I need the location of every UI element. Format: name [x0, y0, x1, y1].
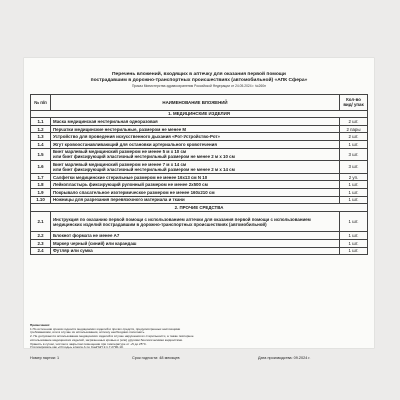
shelf-life: Срок годности: 48 месяцев	[132, 356, 180, 360]
row-num: 1.2	[31, 125, 51, 133]
table-row	[31, 188, 368, 196]
table-row	[31, 239, 368, 247]
production-date: Дата производства: 09.2024 г.	[258, 356, 311, 360]
table-row	[31, 173, 368, 181]
row-name: Лейкопластырь фиксирующий рулонный размером не менее 2х500 см	[51, 181, 340, 189]
row-num: 1.9	[31, 188, 51, 196]
order-reference: Приказ Министерства здравоохранения Российской Федерации от 24.05.2024 г. №260н	[131, 84, 266, 88]
row-name: Устройство для проведения искусственного дыхания «Рот-Устройство-Рот»	[51, 133, 340, 141]
row-name: Инструкция по оказанию первой помощи с использованием аптечки для оказания первой помощи с использованием медицинских изделий пострадавшим в дорожно-транспортных происшествиях (автомобильной)	[51, 211, 340, 232]
row-qty: 2 уп.	[340, 173, 368, 181]
row-num: 1.8	[31, 181, 51, 189]
row-num: 1.7	[31, 173, 51, 181]
row-name: Маска медицинская нестерильная одноразовая	[51, 118, 340, 126]
row-name: Бинт марлевый медицинский размером не менее 7 м х 14 см или бинт фиксирующий эластичный нестерильный размером не менее 2 м х 14 см	[51, 161, 340, 174]
row-name: Блокнот формата не менее А7	[51, 232, 340, 240]
note-line: Утилизировать как «Отходы» класса А по СанПиН 2.1.7.2790-10.	[30, 345, 124, 350]
header-num: № п/п	[31, 95, 51, 111]
section-row	[31, 204, 368, 212]
row-name: Покрывало спасательное изотермическое размером не менее 160х210 см	[51, 188, 340, 196]
note-line: использование медицинских изделий, загрязненных кровью и (или) другими биологическими жидкостями.	[30, 337, 183, 342]
row-qty: 1 шт.	[340, 232, 368, 240]
row-name: Жгут кровоостанавливающий для остановки артериального кровотечения	[51, 140, 340, 148]
row-qty: 1 шт.	[340, 239, 368, 247]
table-row	[31, 161, 368, 174]
table-header-row	[31, 95, 368, 111]
section-row	[31, 110, 368, 118]
row-qty: 3 шт.	[340, 161, 368, 174]
row-num: 2.3	[31, 239, 51, 247]
row-qty: 1 шт.	[340, 196, 368, 204]
row-qty: 1 шт.	[340, 247, 368, 255]
table-row	[31, 118, 368, 126]
row-name: Бинт марлевый медицинский размером не менее 5 м х 10 см или бинт фиксирующий эластичный нестерильный размером не менее 2 м х 10 см	[51, 148, 340, 161]
row-name: Салфетки медицинские стерильные размером не менее 16х13 см N 10	[51, 173, 340, 181]
table-row	[31, 211, 368, 232]
contents-table	[30, 94, 368, 255]
note-line: 2. Не допускается использование медицинских изделий в случае нарушения их стерильности, а также повторное	[30, 334, 194, 339]
row-qty: 1 шт.	[340, 211, 368, 232]
title-line-1: Перечень вложений, входящих в аптечку для оказания первой помощи	[112, 72, 286, 77]
note-line: 1.По истечении сроков годности медицинских изделий и прочих средств, предусмотренных настоящими	[30, 326, 181, 331]
row-num: 2.2	[31, 232, 51, 240]
row-qty: 3 шт.	[340, 148, 368, 161]
batch-number: Номер партии: 1	[30, 356, 60, 360]
header-name: НАИМЕНОВАНИЕ ВЛОЖЕНИЙ	[51, 95, 340, 111]
note-line: требованиями, или в случае их использования, аптечку необходимо пополнить.	[30, 330, 146, 335]
notes-heading: Примечания:	[30, 323, 51, 327]
row-name: Маркер черный (синий) или карандаш	[51, 239, 340, 247]
row-name: Футляр или сумка	[51, 247, 340, 255]
table-row	[31, 232, 368, 240]
row-name: Перчатки медицинские нестерильные, размером не менее М	[51, 125, 340, 133]
table-row	[31, 140, 368, 148]
table-row	[31, 125, 368, 133]
table-row	[31, 247, 368, 255]
row-num: 1.3	[31, 133, 51, 141]
row-qty: 1 шт.	[340, 140, 368, 148]
row-qty: 1 шт.	[340, 188, 368, 196]
row-num: 1.5	[31, 148, 51, 161]
document-title	[30, 72, 368, 84]
table-row	[31, 181, 368, 189]
note-line: Хранить в сухом, чистом и закрытом помещении при температуре от +5 до 25°С.	[30, 341, 147, 346]
title-line-2: пострадавшим в дорожно-транспортных происшествиях (автомобильной) «АПК Сфера»	[90, 78, 308, 83]
row-qty: 2 шт.	[340, 118, 368, 126]
row-num: 1.1	[31, 118, 51, 126]
notes-block	[30, 324, 368, 350]
row-num: 1.6	[31, 161, 51, 174]
header-qty: Кол-во вид/ упак	[340, 95, 368, 111]
row-num: 1.10	[31, 196, 51, 204]
table-row	[31, 133, 368, 141]
row-name: Ножницы для разрезания перевязочного материала и ткани	[51, 196, 340, 204]
section-title: 1. МЕДИЦИНСКИЕ ИЗДЕЛИЯ	[31, 110, 368, 118]
row-qty: 1 шт.	[340, 181, 368, 189]
row-num: 2.1	[31, 211, 51, 232]
row-num: 1.4	[31, 140, 51, 148]
table-row	[31, 196, 368, 204]
row-num: 2.4	[31, 247, 51, 255]
row-qty: 2 пары	[340, 125, 368, 133]
row-qty: 2 шт.	[340, 133, 368, 141]
section-title: 2. ПРОЧИЕ СРЕДСТВА	[31, 204, 368, 212]
table-row	[31, 148, 368, 161]
